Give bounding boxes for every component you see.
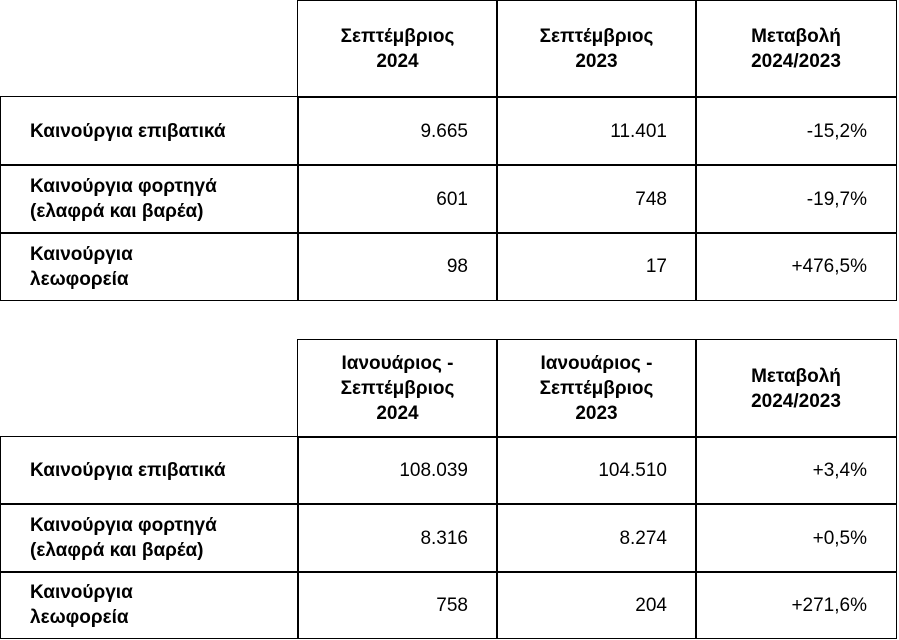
header-col-3 — [695, 0, 897, 98]
header-col-2 — [496, 0, 697, 98]
header-text: 2024/2023 — [751, 390, 841, 412]
row-label — [0, 571, 299, 639]
header-text: 2024 — [376, 403, 419, 424]
header-text: Μεταβολή — [751, 365, 841, 387]
header-text: 2024 — [376, 51, 419, 72]
value-text: 17 — [645, 256, 667, 277]
value-cell — [496, 503, 697, 573]
header-col-3 — [695, 339, 897, 438]
value-cell — [297, 503, 498, 573]
value-cell — [297, 436, 498, 505]
change-cell — [695, 164, 897, 234]
change-cell — [695, 571, 897, 639]
value-text: 8.274 — [619, 527, 667, 549]
header-text: 2023 — [575, 51, 618, 72]
row-label-text: Καινούργια φορτηγά — [30, 176, 217, 197]
value-cell — [496, 436, 697, 505]
change-text: +3,4% — [812, 460, 867, 481]
value-text: 104.510 — [598, 460, 667, 481]
header-text: Μεταβολή — [751, 26, 841, 47]
value-text: 9.665 — [420, 120, 468, 142]
row-label — [0, 164, 299, 234]
header-col-2 — [496, 339, 697, 438]
row-label-text: Καινούργια επιβατικά — [30, 120, 226, 142]
row-label-text: λεωφορεία — [30, 268, 129, 290]
row-label — [0, 503, 299, 573]
change-text: +271,6% — [791, 594, 867, 616]
header-text: 2023 — [575, 403, 618, 424]
value-cell — [496, 164, 697, 234]
row-label-text: Καινούργια — [30, 582, 133, 603]
header-text: Σεπτέμβριος — [539, 378, 654, 399]
value-text: 8.316 — [420, 527, 468, 549]
change-text: -15,2% — [806, 120, 867, 142]
change-cell — [695, 503, 897, 573]
value-cell — [297, 96, 498, 166]
value-text: 758 — [436, 594, 468, 616]
change-text: +0,5% — [812, 527, 867, 549]
row-label-text: Καινούργια φορτηγά — [30, 515, 217, 536]
value-text: 98 — [446, 256, 468, 277]
value-cell — [496, 96, 697, 166]
row-label-text: λεωφορεία — [30, 607, 129, 628]
header-text: Ιανουάριος - — [540, 353, 653, 374]
row-label-text: (ελαφρά και βαρέα) — [30, 201, 204, 222]
header-text: Ιανουάριος - — [341, 353, 454, 374]
value-text: 108.039 — [399, 460, 468, 481]
row-label-text: Καινούργια επιβατικά — [30, 460, 226, 481]
change-text: +476,5% — [791, 256, 867, 277]
value-cell — [297, 164, 498, 234]
row-label — [0, 232, 299, 301]
change-cell — [695, 96, 897, 166]
change-text: -19,7% — [806, 188, 867, 210]
value-cell — [496, 571, 697, 639]
row-label — [0, 96, 299, 166]
value-text: 748 — [635, 188, 667, 210]
row-label — [0, 436, 299, 505]
value-cell — [297, 571, 498, 639]
value-text: 204 — [635, 594, 667, 616]
header-col-1 — [297, 0, 498, 98]
change-cell — [695, 232, 897, 301]
value-text: 11.401 — [610, 120, 667, 142]
header-col-1 — [297, 339, 498, 438]
value-cell — [496, 232, 697, 301]
header-text: Σεπτέμβριος — [340, 26, 455, 47]
row-label-text: Καινούργια — [30, 243, 133, 265]
header-text: Σεπτέμβριος — [539, 26, 654, 47]
value-text: 601 — [436, 188, 468, 210]
change-cell — [695, 436, 897, 505]
row-label-text: (ελαφρά και βαρέα) — [30, 540, 204, 561]
header-text: 2024/2023 — [751, 51, 841, 72]
value-cell — [297, 232, 498, 301]
header-text: Σεπτέμβριος — [340, 378, 455, 399]
